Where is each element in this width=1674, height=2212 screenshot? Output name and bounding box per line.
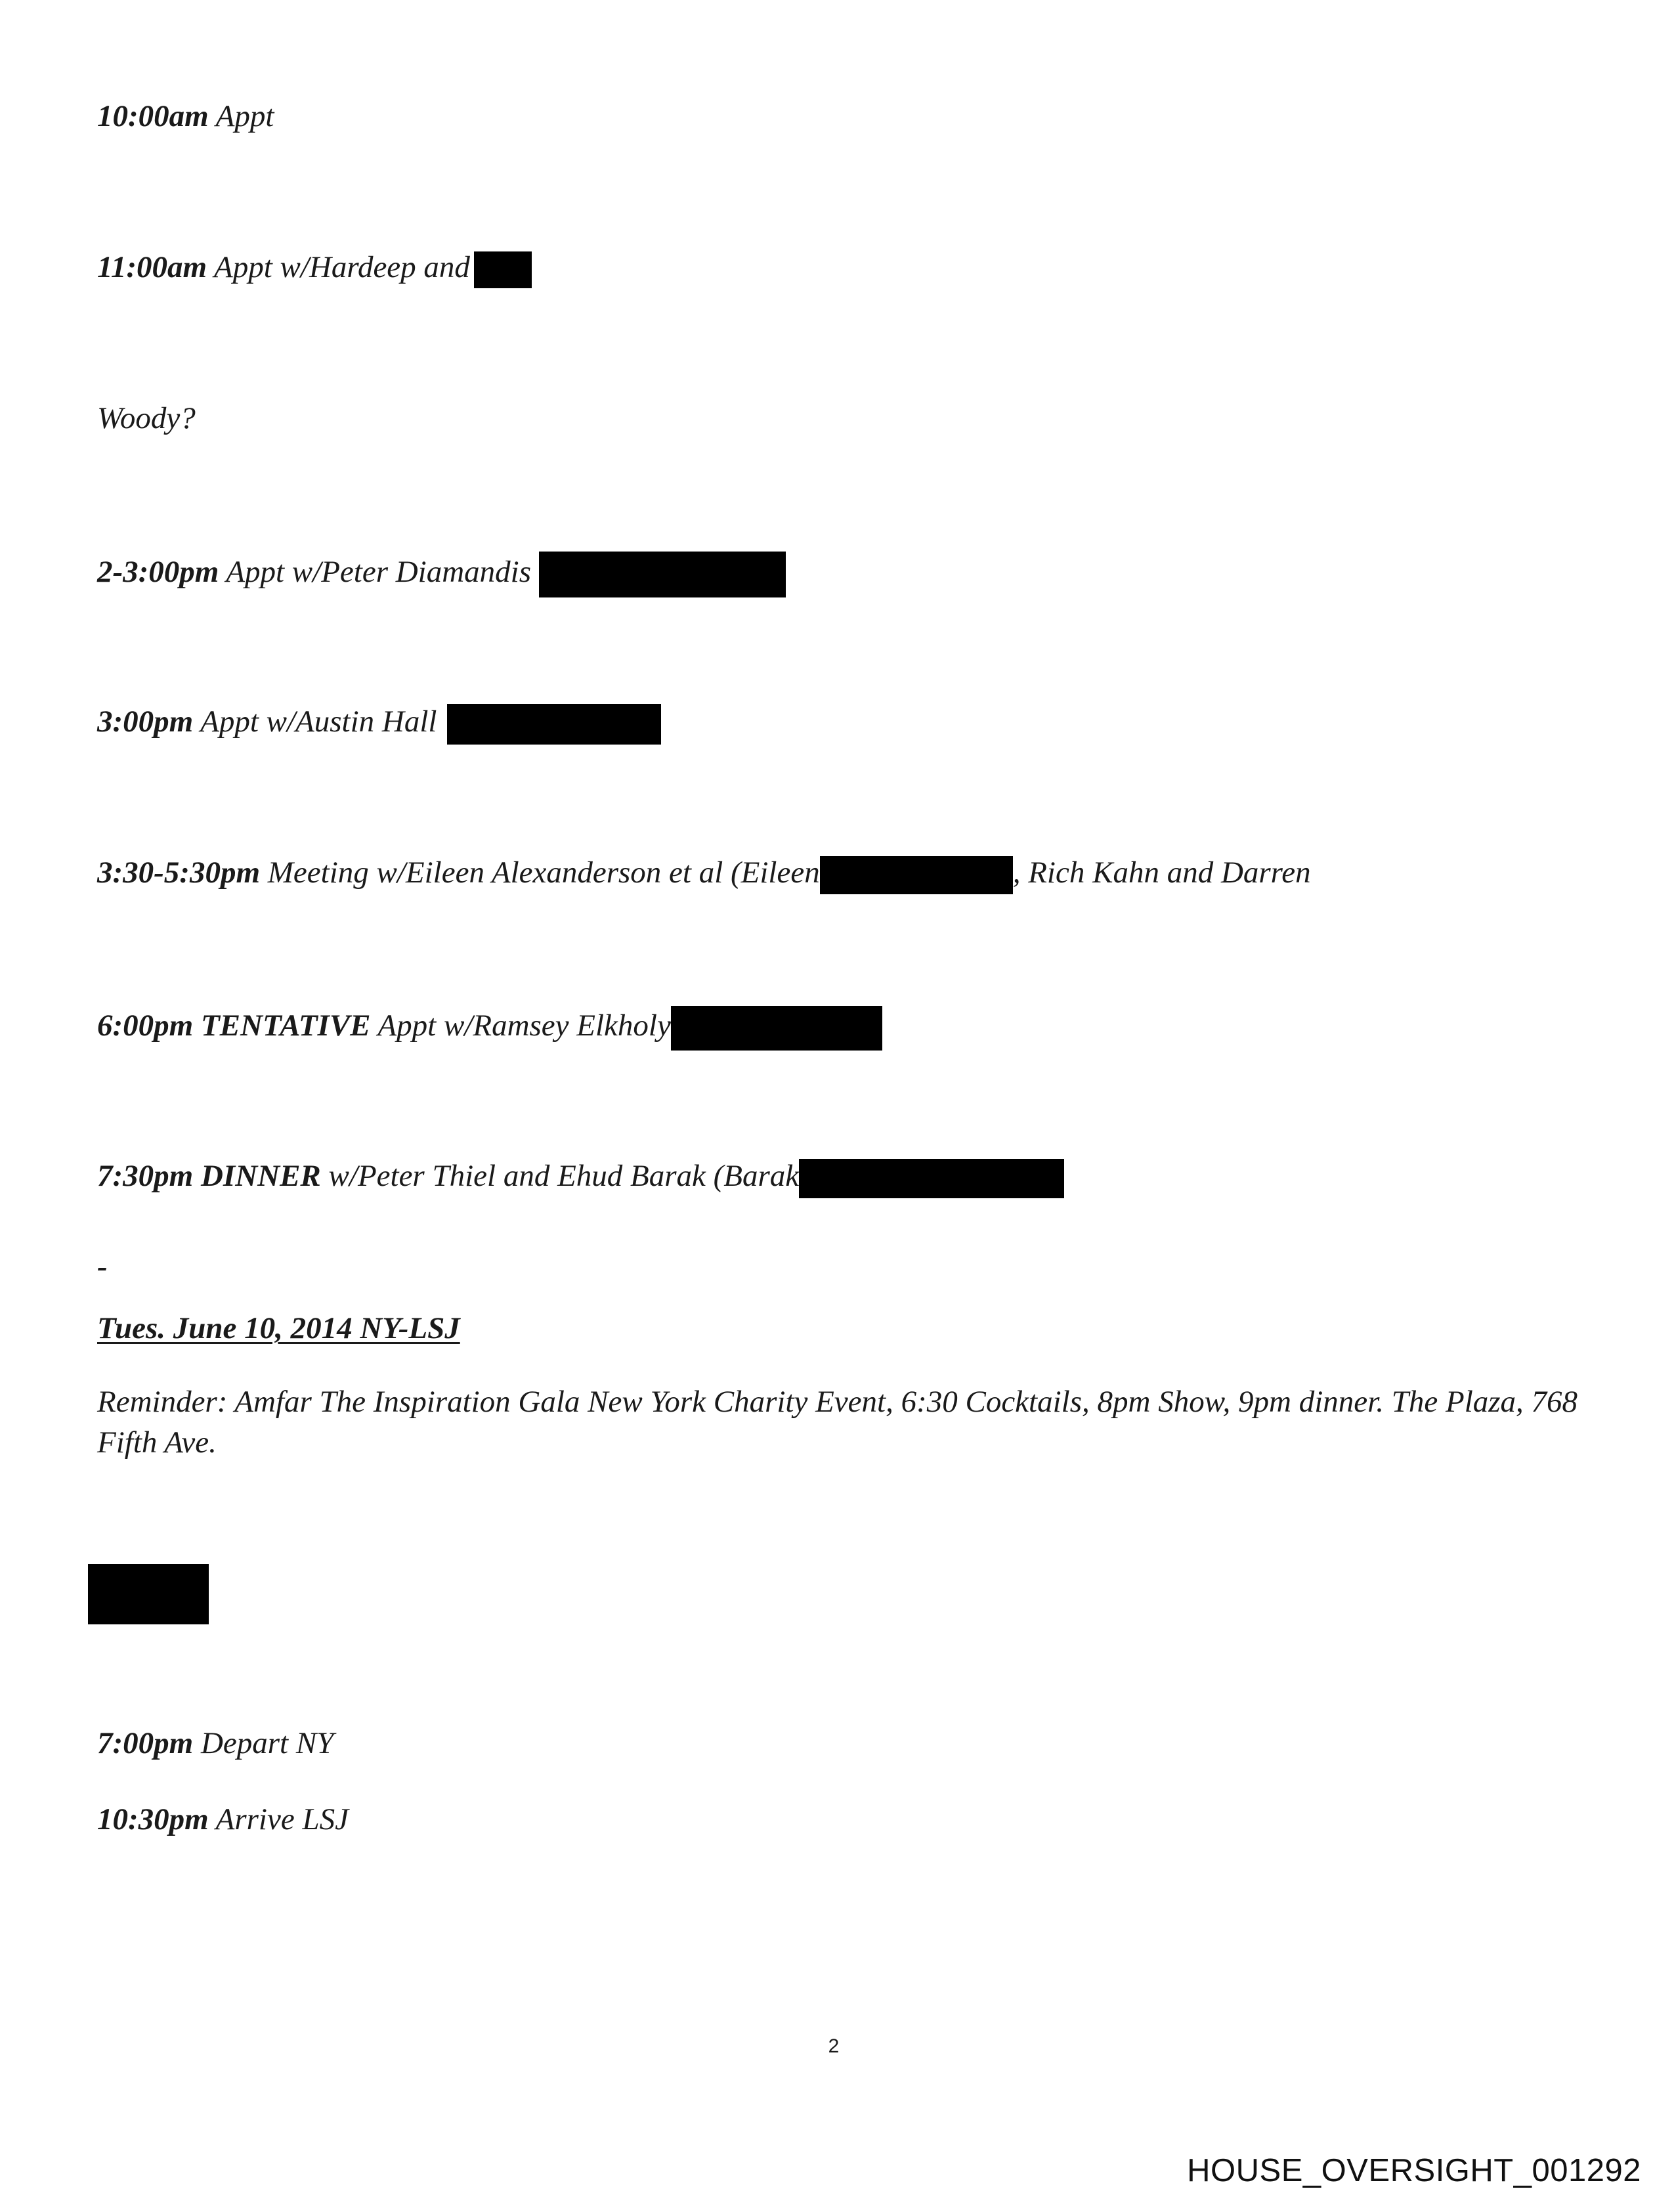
entry-woody — [97, 399, 196, 437]
entry-1100 — [97, 248, 532, 288]
entry-text: Woody? — [97, 401, 196, 435]
entry-time: 3:30-5:30pm — [97, 856, 261, 890]
entry-1800 — [97, 1006, 882, 1051]
entry-text: Appt w/Austin Hall — [193, 705, 445, 739]
entry-text: Appt — [208, 99, 274, 133]
redaction-box — [820, 856, 1013, 894]
reminder-text: Reminder: Amfar The Inspiration Gala New York Charity Event, 6:30 Cocktails, 8pm Show, 9pm dinner. The Plaza, 768 Fifth Ave. — [97, 1385, 1578, 1460]
entry-time: 6:00pm TENTATIVE — [97, 1008, 371, 1043]
bates-stamp: HOUSE_OVERSIGHT_001292 — [1187, 2153, 1641, 2188]
entry-time: 7:00pm — [97, 1726, 194, 1760]
redaction-box — [799, 1159, 1064, 1198]
entry-text-tail: , Rich Kahn and Darren — [1012, 856, 1311, 890]
separator-dash: - — [97, 1249, 108, 1284]
entry-time: 2-3:00pm — [97, 554, 219, 589]
entry-text: Appt w/Hardeep and — [207, 250, 470, 284]
entry-1000 — [97, 97, 274, 135]
entry-1930 — [97, 1157, 1064, 1198]
entry-arrive — [97, 1800, 349, 1838]
redaction-box — [447, 704, 661, 745]
entry-time: 10:30pm — [97, 1802, 209, 1836]
entry-time: 3:00pm — [97, 705, 194, 739]
entry-depart — [97, 1724, 333, 1762]
entry-text: Appt w/Peter Diamandis — [219, 554, 539, 589]
redaction-box — [474, 251, 532, 288]
redaction-box — [539, 552, 786, 597]
entry-time: 7:30pm DINNER — [97, 1159, 321, 1193]
entry-text: Appt w/Ramsey Elkholy — [370, 1008, 671, 1043]
entry-text: Arrive LSJ — [208, 1802, 349, 1836]
entry-text: Depart NY — [193, 1726, 334, 1760]
entry-time: 11:00am — [97, 250, 207, 284]
page-number: 2 — [828, 2035, 840, 2057]
entry-time: 10:00am — [97, 99, 209, 133]
day-heading: Tues. June 10, 2014 NY-LSJ — [97, 1311, 460, 1345]
redaction-box — [88, 1564, 209, 1624]
entry-text: w/Peter Thiel and Ehud Barak (Barak — [320, 1159, 800, 1193]
redaction-box — [671, 1006, 882, 1051]
entry-text: Meeting w/Eileen Alexanderson et al (Eileen — [260, 856, 820, 890]
entry-1530 — [97, 854, 1311, 894]
entry-1500 — [97, 703, 661, 745]
entry-1400 — [97, 552, 786, 597]
